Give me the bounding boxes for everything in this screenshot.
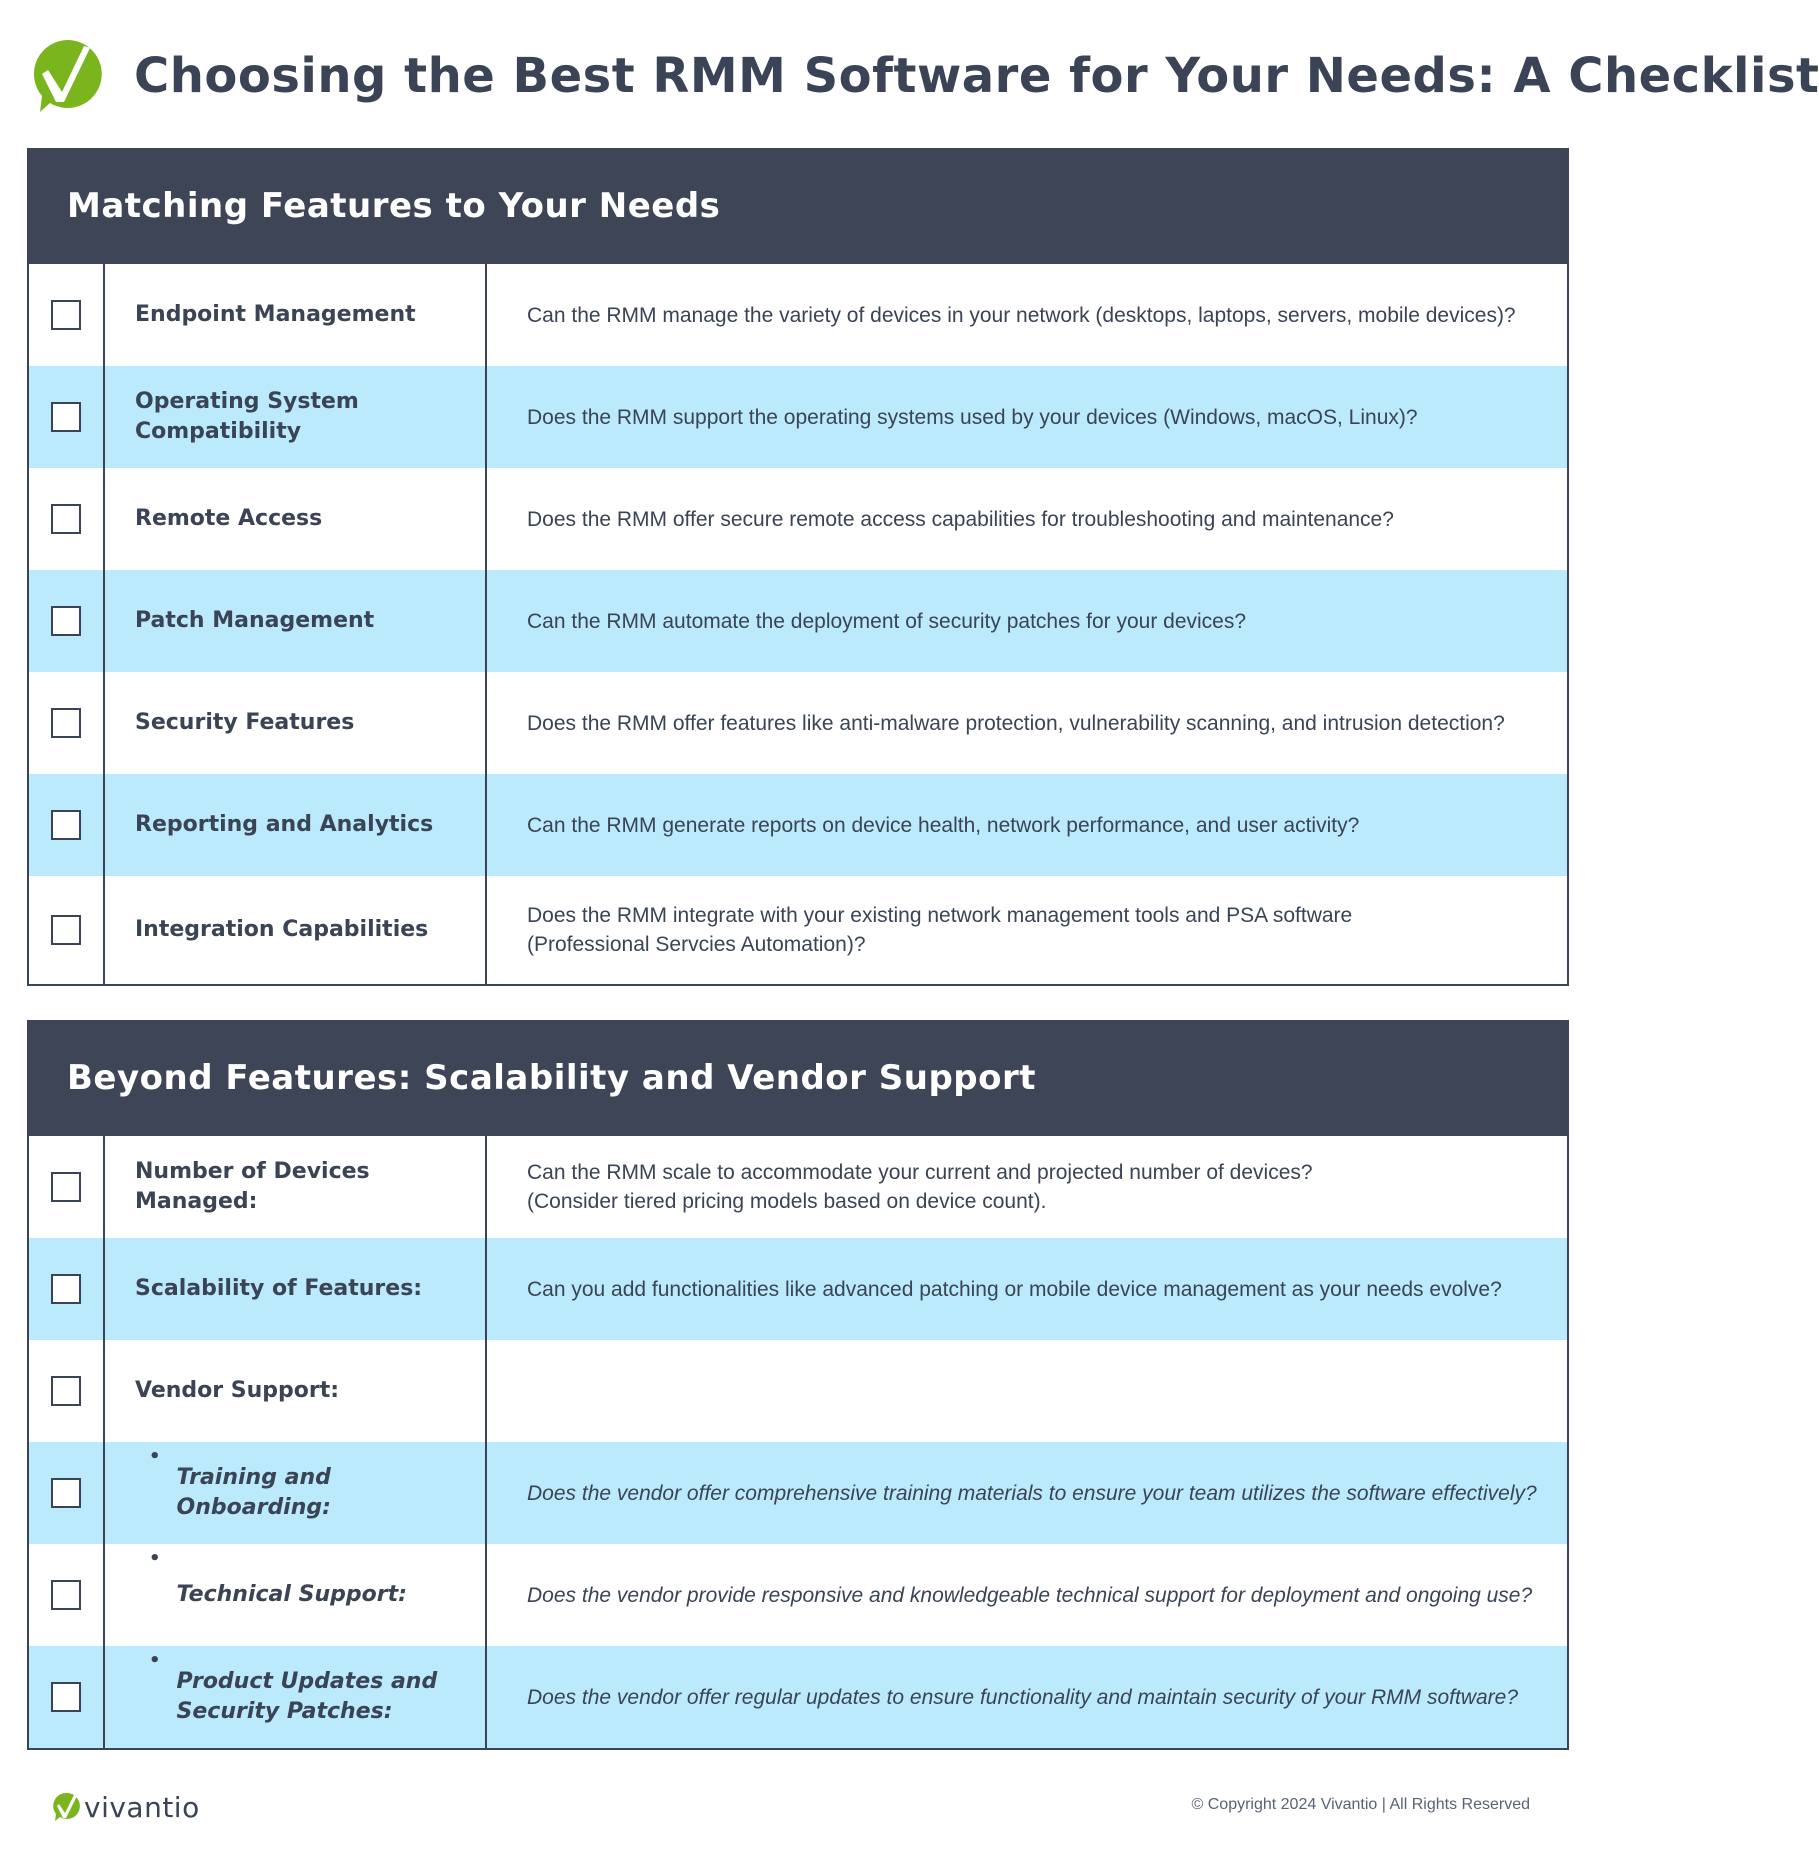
- checklist-row: [29, 774, 1567, 876]
- checkbox[interactable]: [51, 1580, 81, 1610]
- checklist-row: [29, 1646, 1567, 1748]
- section-title: Beyond Features: Scalability and Vendor Support: [29, 1020, 1567, 1136]
- checklist-row: [29, 1136, 1567, 1238]
- sub-label: Technical Support:: [176, 1582, 407, 1607]
- row-description: Can you add functionalities like advanced patching or mobile device management as your needs evolve?: [527, 1277, 1502, 1301]
- row-description: Does the RMM support the operating systems used by your devices (Windows, macOS, Linux)?: [527, 405, 1418, 429]
- row-label: [105, 1544, 487, 1646]
- checkbox[interactable]: [51, 402, 81, 432]
- checkbox[interactable]: [51, 1682, 81, 1712]
- checkbox[interactable]: [51, 915, 81, 945]
- row-description: Does the RMM offer secure remote access capabilities for troubleshooting and maintenance?: [527, 507, 1394, 531]
- checklist-row: [29, 672, 1567, 774]
- bullet-icon: •: [149, 1548, 161, 1569]
- row-description: Does the vendor offer comprehensive training materials to ensure your team utilizes the software effectively?: [527, 1481, 1537, 1505]
- section-title: Matching Features to Your Needs: [29, 148, 1567, 264]
- row-label: [105, 1646, 487, 1748]
- row-description: Can the RMM generate reports on device health, network performance, and user activity?: [527, 813, 1360, 837]
- section-matching-features: [27, 148, 1569, 986]
- row-label: Number of Devices Managed:: [105, 1136, 487, 1238]
- footer-logo: [52, 1790, 200, 1824]
- checklist-row: [29, 570, 1567, 672]
- checkbox[interactable]: [51, 300, 81, 330]
- checklist-row: [29, 1442, 1567, 1544]
- vivantio-logo-icon: [30, 36, 106, 116]
- row-label: Reporting and Analytics: [105, 774, 487, 876]
- row-label: Vendor Support:: [105, 1340, 487, 1442]
- row-label: Security Features: [105, 672, 487, 774]
- checklist-row: [29, 468, 1567, 570]
- checklist-row: [29, 366, 1567, 468]
- row-label: Scalability of Features:: [105, 1238, 487, 1340]
- checkbox[interactable]: [51, 1478, 81, 1508]
- checkbox[interactable]: [51, 1376, 81, 1406]
- copyright-text: © Copyright 2024 Vivantio | All Rights Reserved: [1191, 1796, 1530, 1813]
- section-scalability-support: [27, 1020, 1569, 1750]
- vivantio-check-icon: [52, 1791, 82, 1823]
- page-title: Choosing the Best RMM Software for Your Needs: A Checklist: [134, 48, 1819, 104]
- row-description: Can the RMM scale to accommodate your current and projected number of devices? (Consider tiered pricing models based on device count).: [527, 1161, 1313, 1213]
- row-label: Integration Capabilities: [105, 876, 487, 984]
- page-header: [30, 36, 1819, 116]
- sub-label: Product Updates and Security Patches:: [176, 1669, 438, 1724]
- checkbox[interactable]: [51, 1172, 81, 1202]
- checklist-row: [29, 1340, 1567, 1442]
- row-description: Does the RMM integrate with your existing network management tools and PSA software (Professional Servcies Automation)?: [527, 904, 1353, 956]
- row-label: Remote Access: [105, 468, 487, 570]
- row-description: Does the RMM offer features like anti-malware protection, vulnerability scanning, and intrusion detection?: [527, 711, 1505, 735]
- checkbox[interactable]: [51, 606, 81, 636]
- row-label: Operating System Compatibility: [105, 366, 487, 468]
- checkbox[interactable]: [51, 504, 81, 534]
- checklist-row: [29, 1544, 1567, 1646]
- checklist-row: [29, 264, 1567, 366]
- checkbox[interactable]: [51, 1274, 81, 1304]
- checkbox[interactable]: [51, 810, 81, 840]
- checklist-row: [29, 876, 1567, 984]
- checklist-row: [29, 1238, 1567, 1340]
- row-label: Patch Management: [105, 570, 487, 672]
- row-label: Endpoint Management: [105, 264, 487, 366]
- row-description: Does the vendor provide responsive and knowledgeable technical support for deployment and ongoing use?: [527, 1583, 1533, 1607]
- bullet-icon: •: [149, 1446, 161, 1467]
- row-label: [105, 1442, 487, 1544]
- row-description: Can the RMM manage the variety of devices in your network (desktops, laptops, servers, mobile devices)?: [527, 303, 1516, 327]
- row-description: Can the RMM automate the deployment of security patches for your devices?: [527, 609, 1247, 633]
- footer-brand: vivantio: [84, 1790, 200, 1824]
- bullet-icon: •: [149, 1650, 161, 1671]
- sub-label: Training and Onboarding:: [176, 1465, 331, 1520]
- row-description: Does the vendor offer regular updates to ensure functionality and maintain security of your RMM software?: [527, 1685, 1519, 1709]
- checkbox[interactable]: [51, 708, 81, 738]
